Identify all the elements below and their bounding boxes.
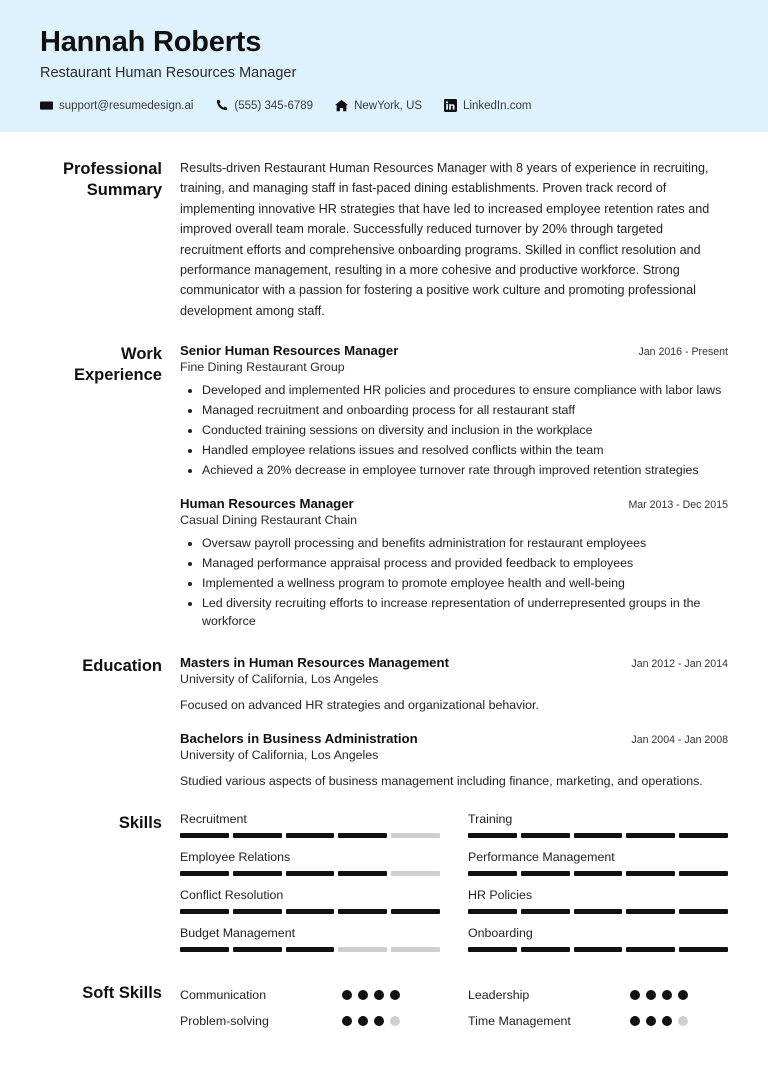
contact-phone-text: (555) 345-6789 <box>234 99 314 112</box>
soft-skill-item <box>180 1008 440 1034</box>
section-body-work <box>180 343 728 633</box>
level-segment <box>233 871 282 876</box>
education-entry-note: Studied various aspects of business management including finance, marketing, and operations. <box>180 773 703 788</box>
level-segment <box>180 833 229 838</box>
section-soft-skills <box>40 982 728 1034</box>
level-dot <box>646 990 656 1000</box>
skill-name: Recruitment <box>180 812 247 827</box>
level-segment <box>286 871 335 876</box>
level-segment <box>679 909 728 914</box>
section-body-education <box>180 655 728 790</box>
education-entry <box>180 655 728 715</box>
education-entry-note: Focused on advanced HR strategies and organizational behavior. <box>180 697 539 712</box>
level-dot <box>342 990 352 1000</box>
list-item: • Managed recruitment and onboarding process for all restaurant staff <box>202 402 728 420</box>
resume-body <box>0 132 768 1076</box>
section-education <box>40 655 728 790</box>
level-segment <box>468 947 517 952</box>
level-segment <box>574 909 623 914</box>
level-dot <box>374 990 384 1000</box>
level-segment <box>338 947 387 952</box>
contact-email[interactable] <box>40 99 193 112</box>
section-body-soft-skills <box>180 982 728 1034</box>
level-segment <box>338 871 387 876</box>
skill-item <box>180 888 440 922</box>
level-segment <box>338 909 387 914</box>
work-entry-date: Jan 2016 - Present <box>638 346 728 359</box>
section-body-skills <box>180 812 728 960</box>
soft-skill-dots <box>342 1016 440 1026</box>
phone-icon <box>215 99 228 112</box>
level-segment <box>679 947 728 952</box>
level-segment <box>391 909 440 914</box>
section-label-education: Education <box>82 656 162 675</box>
work-entry-date: Mar 2013 - Dec 2015 <box>628 499 728 512</box>
skill-name: Performance Management <box>468 850 615 865</box>
section-body-summary <box>180 158 728 321</box>
level-dot <box>390 990 400 1000</box>
level-segment <box>233 909 282 914</box>
level-segment <box>180 871 229 876</box>
level-dot <box>630 990 640 1000</box>
work-entry-org: Fine Dining Restaurant Group <box>180 360 345 375</box>
education-entry-head <box>180 731 728 746</box>
level-segment <box>626 871 675 876</box>
level-dot <box>646 1016 656 1026</box>
work-entry-title: Human Resources Manager <box>180 496 354 512</box>
skill-name: Conflict Resolution <box>180 888 284 903</box>
education-entry-title: Masters in Human Resources Management <box>180 654 449 670</box>
level-dot <box>358 1016 368 1026</box>
section-label-soft-skills: Soft Skills <box>82 984 162 1003</box>
soft-skill-dots <box>630 990 728 1000</box>
education-entry-date: Jan 2004 - Jan 2008 <box>631 733 728 746</box>
soft-skill-item <box>468 1008 728 1034</box>
list-item: • Oversaw payroll processing and benefits administration for restaurant employees <box>202 535 728 553</box>
level-segment <box>626 909 675 914</box>
contact-linkedin[interactable] <box>444 99 531 112</box>
level-segment <box>626 947 675 952</box>
level-dot <box>374 1016 384 1026</box>
skill-name: HR Policies <box>468 888 533 903</box>
contact-phone[interactable] <box>215 99 313 112</box>
skill-name: Onboarding <box>468 926 533 941</box>
level-segment <box>391 871 440 876</box>
level-dot <box>678 990 688 1000</box>
soft-skills-grid <box>180 982 728 1034</box>
skill-level-bar <box>468 871 728 876</box>
contact-email-text: support@resumedesign.ai <box>59 99 194 112</box>
level-segment <box>286 833 335 838</box>
skill-level-bar <box>180 947 440 952</box>
soft-skill-name: Communication <box>180 988 267 1003</box>
work-entry <box>180 343 728 480</box>
level-dot <box>662 990 672 1000</box>
level-segment <box>679 833 728 838</box>
education-entry-date: Jan 2012 - Jan 2014 <box>631 657 728 670</box>
skill-name: Employee Relations <box>180 850 291 865</box>
level-segment <box>180 947 229 952</box>
skill-level-bar <box>468 947 728 952</box>
list-item: • Achieved a 20% decrease in employee turnover rate through improved retention strategies <box>202 462 728 480</box>
level-segment <box>468 833 517 838</box>
level-segment <box>468 909 517 914</box>
skill-item <box>468 888 728 922</box>
level-dot <box>662 1016 672 1026</box>
soft-skill-item <box>180 982 440 1008</box>
contact-linkedin-text: LinkedIn.com <box>463 99 532 112</box>
work-entry-head <box>180 496 728 511</box>
level-dot <box>358 990 368 1000</box>
section-label-work: Work Experience <box>73 345 162 384</box>
skill-item <box>468 850 728 884</box>
contact-location-text: NewYork, US <box>354 99 423 112</box>
work-entry <box>180 496 728 631</box>
level-segment <box>180 909 229 914</box>
level-segment <box>574 947 623 952</box>
skill-level-bar <box>468 833 728 838</box>
work-entry-bullets <box>180 535 728 631</box>
list-item: • Developed and implemented HR policies and procedures to ensure compliance with labor laws <box>202 382 728 400</box>
section-professional-summary <box>40 158 728 321</box>
section-work-experience <box>40 343 728 633</box>
skill-name: Training <box>468 812 513 827</box>
skill-item <box>468 926 728 960</box>
work-entry-head <box>180 343 728 358</box>
skill-item <box>180 812 440 846</box>
soft-skill-name: Problem-solving <box>180 1014 269 1029</box>
linkedin-icon <box>444 99 457 112</box>
education-entry-org: University of California, Los Angeles <box>180 671 379 686</box>
education-entry-org: University of California, Los Angeles <box>180 747 379 762</box>
resume-header <box>0 0 768 132</box>
level-segment <box>468 871 517 876</box>
level-dot <box>630 1016 640 1026</box>
list-item: • Implemented a wellness program to promote employee health and well-being <box>202 575 728 593</box>
list-item: • Conducted training sessions on diversity and inclusion in the workplace <box>202 422 728 440</box>
envelope-icon <box>40 99 53 112</box>
summary-text: Results-driven Restaurant Human Resources Manager with 8 years of experience in recruiting, training, and managing staff in fast-paced dining establishments. Proven track record of implementing innovative HR strategies that have led to increased employee retention rates and improved overall team morale. Successfully reduced turnover by 20% through targeted recruitment efforts and comprehensive onboarding programs. Skilled in conflict resolution and performance management, resulting in a more cohesive and productive workforce. Strong communicator with a passion for fostering a positive work culture and promoting professional development among staff. <box>180 161 710 318</box>
soft-skill-dots <box>630 1016 728 1026</box>
level-segment <box>233 833 282 838</box>
job-title: Restaurant Human Resources Manager <box>40 65 297 81</box>
skills-grid <box>180 812 728 960</box>
list-item: • Managed performance appraisal process and provided feedback to employees <box>202 555 728 573</box>
skill-item <box>180 850 440 884</box>
page-title: Hannah Roberts <box>40 26 262 58</box>
level-segment <box>679 871 728 876</box>
level-segment <box>521 947 570 952</box>
education-entry-head <box>180 655 728 670</box>
section-label-skills: Skills <box>118 814 162 833</box>
contact-location[interactable] <box>335 99 422 112</box>
level-segment <box>626 833 675 838</box>
list-item: • Handled employee relations issues and resolved conflicts within the team <box>202 442 728 460</box>
education-entry-title: Bachelors in Business Administration <box>180 730 418 746</box>
level-dot <box>390 1016 400 1026</box>
education-entry <box>180 731 728 791</box>
level-segment <box>286 947 335 952</box>
skill-level-bar <box>180 833 440 838</box>
level-segment <box>391 947 440 952</box>
skill-level-bar <box>180 871 440 876</box>
level-segment <box>521 833 570 838</box>
work-entry-org: Casual Dining Restaurant Chain <box>180 513 358 528</box>
skill-level-bar <box>468 909 728 914</box>
contact-row <box>40 99 728 112</box>
soft-skill-item <box>468 982 728 1008</box>
work-entry-title: Senior Human Resources Manager <box>180 343 399 359</box>
soft-skill-name: Leadership <box>468 988 530 1003</box>
soft-skill-dots <box>342 990 440 1000</box>
home-icon <box>335 99 348 112</box>
level-segment <box>338 833 387 838</box>
level-segment <box>574 833 623 838</box>
section-skills <box>40 812 728 960</box>
skill-item <box>180 926 440 960</box>
level-segment <box>521 871 570 876</box>
level-segment <box>286 909 335 914</box>
skill-item <box>468 812 728 846</box>
level-dot <box>678 1016 688 1026</box>
section-label-summary: Professional Summary <box>62 160 162 199</box>
skill-name: Budget Management <box>180 926 296 941</box>
soft-skill-name: Time Management <box>468 1014 571 1029</box>
work-entry-bullets <box>180 382 728 480</box>
list-item: • Led diversity recruiting efforts to increase representation of underrepresented groups in the workforce <box>202 595 728 631</box>
level-segment <box>233 947 282 952</box>
level-segment <box>521 909 570 914</box>
level-segment <box>574 871 623 876</box>
level-segment <box>391 833 440 838</box>
level-dot <box>342 1016 352 1026</box>
skill-level-bar <box>180 909 440 914</box>
